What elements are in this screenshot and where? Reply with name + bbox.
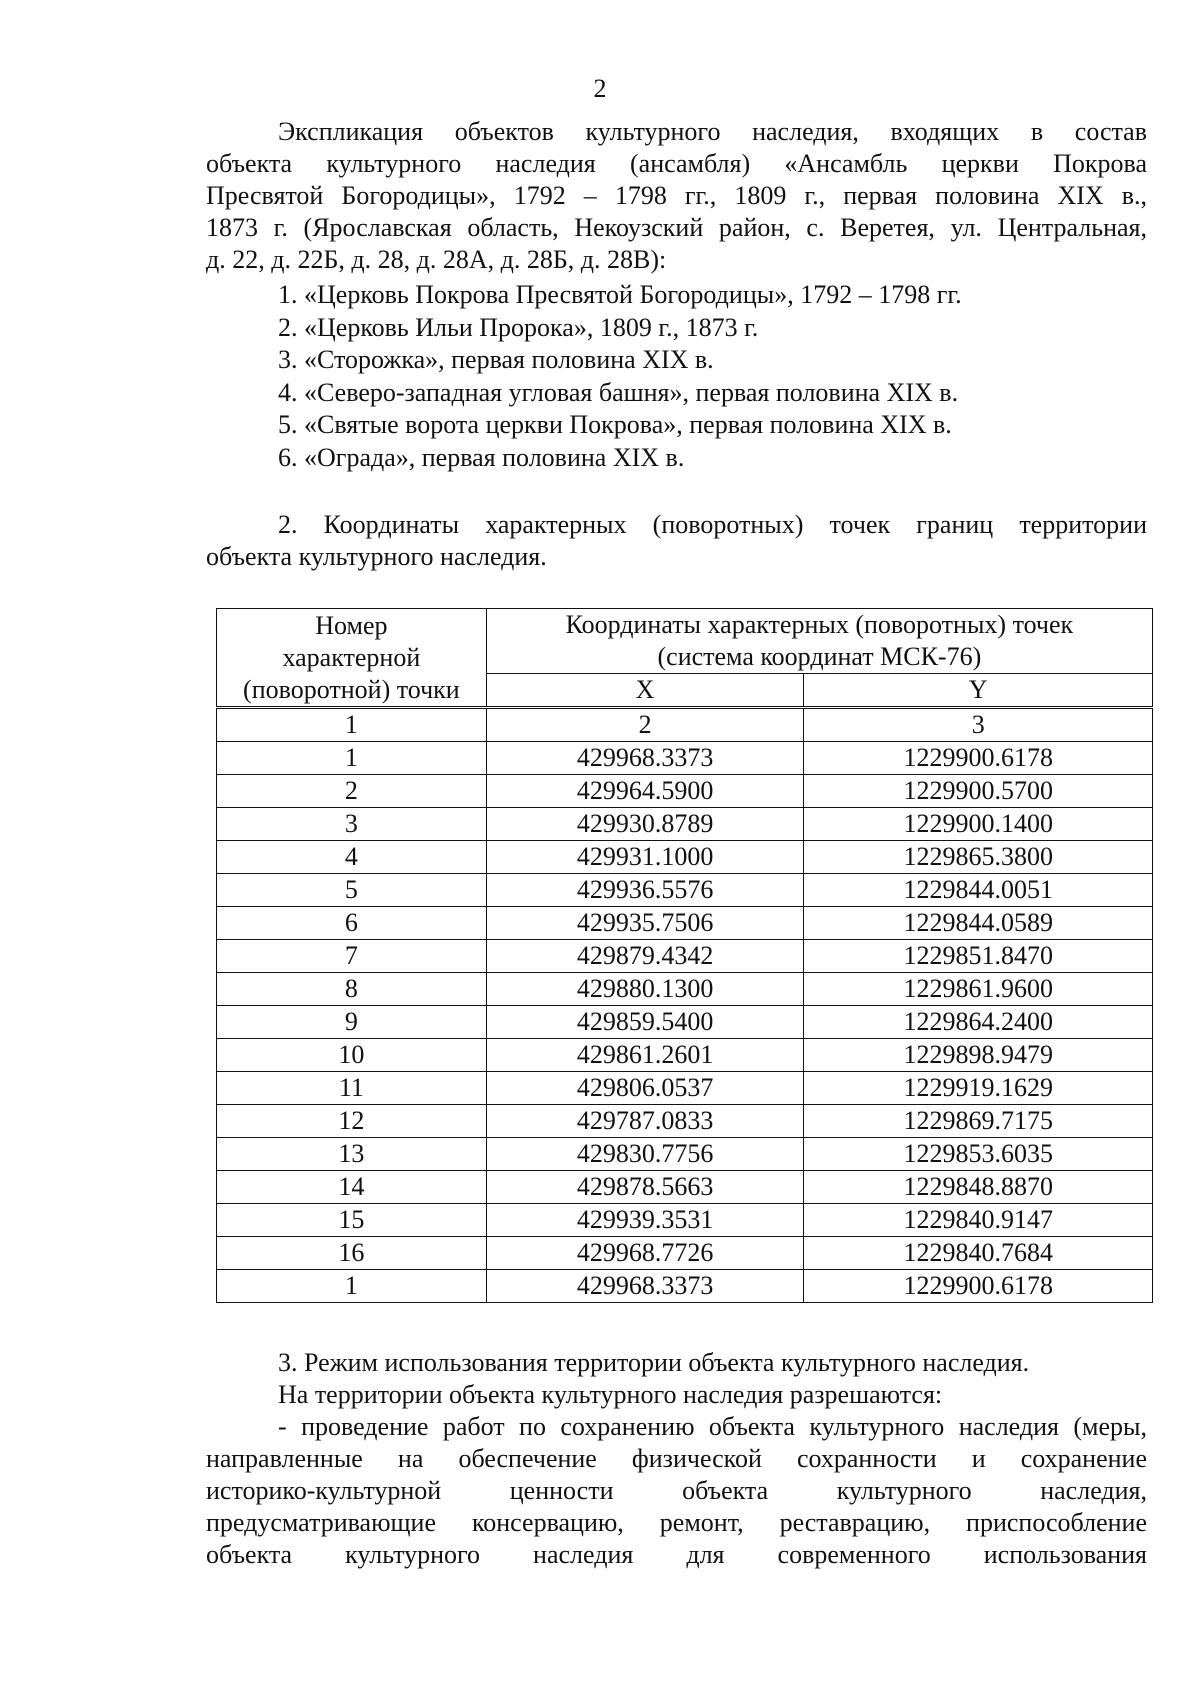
point-number-cell: 1: [217, 742, 487, 775]
table-header-row: [217, 609, 1153, 674]
point-number-header: [217, 609, 487, 708]
allowed-item-line: направленные на обеспечение физической сохранности и сохранение: [206, 1444, 1147, 1473]
y-coordinate-cell: 1229898.9479: [804, 1039, 1153, 1072]
allowed-item-line: предусматривающие консервацию, ремонт, реставрацию, приспособление: [206, 1508, 1147, 1537]
table-row: [217, 1270, 1153, 1303]
table-row: [217, 841, 1153, 874]
point-number-cell: 10: [217, 1039, 487, 1072]
point-number-cell: 2: [217, 775, 487, 808]
section-3-title: 3. Режим использования территории объекта культурного наследия.: [278, 1348, 1030, 1377]
section-2-line: объекта культурного наследия.: [206, 542, 547, 571]
y-coordinate-cell: 1229900.5700: [804, 775, 1153, 808]
y-coordinate-cell: 1229851.8470: [804, 940, 1153, 973]
table-row: [217, 1204, 1153, 1237]
point-number-cell: 5: [217, 874, 487, 907]
list-item: 3. «Сторожка», первая половина XIX в.: [278, 345, 714, 374]
intro-line: Пресвятой Богородицы», 1792 – 1798 гг., 1809 г., первая половина XIX в.,: [206, 181, 1147, 210]
point-number-cell: 1: [217, 1270, 487, 1303]
point-number-cell: 4: [217, 841, 487, 874]
section-2-line: 2. Координаты характерных (поворотных) точек границ территории: [278, 510, 1147, 539]
coordinates-table: [216, 608, 1153, 1303]
x-coordinate-cell: 429931.1000: [486, 841, 804, 874]
point-number-cell: 7: [217, 940, 487, 973]
coordinates-group-header: [486, 609, 1152, 674]
table-row: [217, 940, 1153, 973]
x-coordinate-cell: 429936.5576: [486, 874, 804, 907]
x-coordinate-cell: 429964.5900: [486, 775, 804, 808]
y-coordinate-cell: 1229848.8870: [804, 1171, 1153, 1204]
header-line: (поворотной) точки: [243, 674, 460, 704]
table-row: [217, 1237, 1153, 1270]
header-line: Номер: [315, 610, 388, 640]
point-number-cell: 13: [217, 1138, 487, 1171]
table-row: [217, 1072, 1153, 1105]
x-coordinate-cell: 429878.5663: [486, 1171, 804, 1204]
point-number-cell: 8: [217, 973, 487, 1006]
allowed-item-line: историко-культурной ценности объекта культурного наследия,: [206, 1476, 1147, 1505]
y-coordinate-cell: 1229861.9600: [804, 973, 1153, 1006]
y-coordinate-cell: 1229865.3800: [804, 841, 1153, 874]
x-coordinate-cell: 429939.3531: [486, 1204, 804, 1237]
point-number-cell: 15: [217, 1204, 487, 1237]
intro-line: д. 22, д. 22Б, д. 28, д. 28А, д. 28Б, д. 28В):: [206, 245, 667, 274]
x-coordinate-cell: 429968.3373: [486, 742, 804, 775]
y-coordinate-cell: 1229900.6178: [804, 742, 1153, 775]
objects-list: [206, 279, 1147, 474]
list-item: 5. «Святые ворота церкви Покрова», первая половина XIX в.: [278, 410, 952, 439]
list-item: 2. «Церковь Ильи Пророка», 1809 г., 1873 г.: [278, 312, 759, 342]
numbering-cell: 2: [486, 708, 804, 742]
intro-paragraph: [206, 116, 1147, 276]
table-row: [217, 907, 1153, 940]
table-row: [217, 1138, 1153, 1171]
y-header: Y: [804, 674, 1153, 708]
list-item: 4. «Северо-западная угловая башня», первая половина XIX в.: [278, 377, 959, 407]
point-number-cell: 12: [217, 1105, 487, 1138]
x-coordinate-cell: 429935.7506: [486, 907, 804, 940]
table-row: [217, 1006, 1153, 1039]
y-coordinate-cell: 1229853.6035: [804, 1138, 1153, 1171]
point-number-cell: 3: [217, 808, 487, 841]
intro-line: объекта культурного наследия (ансамбля) «Ансамбль церкви Покрова: [206, 149, 1147, 178]
header-line: Координаты характерных (поворотных) точек: [565, 610, 1074, 639]
x-coordinate-cell: 429968.7726: [486, 1237, 804, 1270]
x-coordinate-cell: 429880.1300: [486, 973, 804, 1006]
section-3: [206, 1347, 1147, 1571]
allowed-item-line: - проведение работ по сохранению объекта культурного наследия (меры,: [278, 1412, 1147, 1441]
allowed-item-line: объекта культурного наследия для современного использования: [206, 1540, 1147, 1569]
x-coordinate-cell: 429806.0537: [486, 1072, 804, 1105]
y-coordinate-cell: 1229900.6178: [804, 1270, 1153, 1303]
point-number-cell: 14: [217, 1171, 487, 1204]
allowed-intro: На территории объекта культурного наследия разрешаются:: [278, 1380, 943, 1409]
table-body: [217, 742, 1153, 1303]
y-coordinate-cell: 1229840.9147: [804, 1204, 1153, 1237]
x-coordinate-cell: 429968.3373: [486, 1270, 804, 1303]
x-coordinate-cell: 429830.7756: [486, 1138, 804, 1171]
point-number-cell: 16: [217, 1237, 487, 1270]
point-number-cell: 9: [217, 1006, 487, 1039]
x-header: X: [486, 674, 804, 708]
x-coordinate-cell: 429879.4342: [486, 940, 804, 973]
x-coordinate-cell: 429859.5400: [486, 1006, 804, 1039]
y-coordinate-cell: 1229840.7684: [804, 1237, 1153, 1270]
x-coordinate-cell: 429930.8789: [486, 808, 804, 841]
y-coordinate-cell: 1229919.1629: [804, 1072, 1153, 1105]
y-coordinate-cell: 1229869.7175: [804, 1105, 1153, 1138]
point-number-cell: 11: [217, 1072, 487, 1105]
list-item: 1. «Церковь Покрова Пресвятой Богородицы», 1792 – 1798 гг.: [278, 280, 962, 309]
numbering-cell: 3: [804, 708, 1153, 742]
page-number: 2: [593, 74, 607, 103]
y-coordinate-cell: 1229864.2400: [804, 1006, 1153, 1039]
intro-line: Экспликация объектов культурного наследия, входящих в состав: [278, 117, 1147, 146]
table-row: [217, 1105, 1153, 1138]
table-row: [217, 973, 1153, 1006]
y-coordinate-cell: 1229844.0589: [804, 907, 1153, 940]
section-2-heading: [206, 509, 1147, 573]
intro-line: 1873 г. (Ярославская область, Некоузский район, с. Веретея, ул. Центральная,: [206, 213, 1147, 242]
y-coordinate-cell: 1229844.0051: [804, 874, 1153, 907]
table-row: [217, 1039, 1153, 1072]
table-row: [217, 1171, 1153, 1204]
header-line: характерной: [282, 642, 421, 672]
point-number-cell: 6: [217, 907, 487, 940]
x-coordinate-cell: 429787.0833: [486, 1105, 804, 1138]
numbering-row: [217, 708, 1153, 742]
table-row: [217, 808, 1153, 841]
numbering-cell: 1: [217, 708, 487, 742]
table-row: [217, 874, 1153, 907]
table-row: [217, 775, 1153, 808]
table-row: [217, 742, 1153, 775]
y-coordinate-cell: 1229900.1400: [804, 808, 1153, 841]
header-line: (система координат МСК-76): [657, 642, 982, 671]
list-item: 6. «Ограда», первая половина XIX в.: [278, 442, 685, 472]
x-coordinate-cell: 429861.2601: [486, 1039, 804, 1072]
